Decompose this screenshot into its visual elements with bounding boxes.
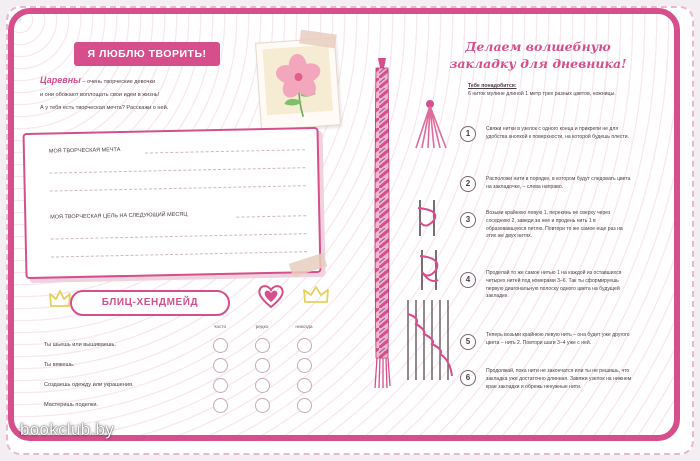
- materials-heading: Тебе понадобится:: [468, 83, 517, 89]
- step-number-1: 1: [460, 126, 476, 142]
- step-text-6: Продолжай, пока нити не закончатся или ты не решишь, что закладка уже достаточно длинная. Завяжи узелок на нижнем крае закладки и обрежь ненужные нити.: [486, 368, 632, 390]
- goal-label: МОЯ ТВОРЧЕСКАЯ ЦЕЛЬ НА СЛЕДУЮЩИЙ МЕСЯЦ: [50, 211, 188, 221]
- flower-illustration: [256, 38, 342, 131]
- dream-notecard: [23, 127, 322, 279]
- answer-circle[interactable]: [213, 338, 228, 353]
- knot-loop-illustration-2: [412, 250, 446, 290]
- answer-circle[interactable]: [213, 398, 228, 413]
- intro-line-2: и они обожают воплощать свои идеи в жизнь!: [40, 92, 160, 98]
- crown-icon: [48, 288, 72, 310]
- goal-line-3[interactable]: [51, 251, 307, 257]
- step-number-5: 5: [460, 334, 476, 350]
- answer-circle[interactable]: [297, 398, 312, 413]
- intro-text: [40, 74, 280, 115]
- step-text-3: Возьми крайнюю левую 1, перекинь ее сверху через соседнюю 2, заведи за нее и продень нить 1 в образовавшуюся петлю. Повтори то же самое еще раз на этих же двух нитях.: [486, 210, 623, 240]
- dream-line-2[interactable]: [49, 167, 305, 173]
- question-4: Мастеришь поделки.: [44, 402, 99, 408]
- threads-knot-illustration: [408, 98, 452, 150]
- step-text-4: Проделай то же самое нитью 1 на каждой из оставшихся четырех нитей под номерами 3–6. Так ты сформируешь первую диагональную полоску одного цвета на будущей закладке.: [486, 270, 622, 300]
- step-text-1: Свяжи нитки в узелок с одного конца и прикрепи не для удобства кнопкой к поверхности, на которой будешь плести.: [486, 126, 630, 140]
- right-page-title: Делаем волшебную закладку для дневника!: [449, 39, 627, 71]
- answer-circle[interactable]: [255, 398, 270, 413]
- flower-photo: [255, 37, 341, 130]
- diagonal-weave-illustration: [400, 300, 456, 380]
- goal-line-1[interactable]: [236, 215, 306, 217]
- section-title-ribbon: Я ЛЮБЛЮ ТВОРИТЬ!: [74, 42, 220, 66]
- knot-loop-illustration-1: [412, 200, 446, 236]
- question-3: Создаешь одежду или украшения.: [44, 382, 134, 388]
- dream-line-1[interactable]: [145, 149, 305, 153]
- column-never: никогда: [295, 325, 313, 330]
- materials-text: 6 ниток мулине длиной 1 метр трех разных цветов, ножницы.: [468, 91, 616, 97]
- heart-badge-icon: [256, 282, 286, 310]
- step-number-6: 6: [460, 370, 476, 386]
- answer-circle[interactable]: [297, 358, 312, 373]
- braided-bookmark-illustration: [367, 58, 397, 388]
- answer-circle[interactable]: [297, 338, 312, 353]
- step-text-2: Расположи нити в порядке, в котором будут следовать цвета на закладочке, – слева направо.: [486, 176, 631, 190]
- step-text-5: Теперь возьми крайнюю левую нить – она будет уже другого цвета – нить 2. Повтори шаги 3–4 уже с ней.: [486, 332, 630, 346]
- question-2: Ты вяжешь.: [44, 362, 75, 368]
- dream-line-3[interactable]: [50, 185, 306, 191]
- goal-line-2[interactable]: [51, 233, 307, 239]
- answer-circle[interactable]: [255, 378, 270, 393]
- answer-circle[interactable]: [213, 378, 228, 393]
- materials-block: [468, 82, 628, 98]
- intro-brand: Царевны: [40, 75, 81, 85]
- dream-label: МОЯ ТВОРЧЕСКАЯ МЕЧТА: [48, 147, 121, 155]
- blitz-title: БЛИЦ-ХЕНДМЕЙД: [70, 290, 230, 316]
- question-1: Ты шьешь или вышиваешь.: [44, 342, 116, 348]
- intro-line-1: – очень творческие девочки: [80, 79, 156, 85]
- step-number-2: 2: [460, 176, 476, 192]
- intro-line-3: А у тебя есть творческая мечта? Расскажи о ней.: [40, 105, 169, 111]
- column-often: часто: [213, 325, 227, 330]
- crown-icon-right: [302, 284, 330, 306]
- step-number-3: 3: [460, 212, 476, 228]
- answer-circle[interactable]: [255, 338, 270, 353]
- answer-circle[interactable]: [213, 358, 228, 373]
- answer-circle[interactable]: [255, 358, 270, 373]
- step-number-4: 4: [460, 272, 476, 288]
- answer-circle[interactable]: [297, 378, 312, 393]
- site-watermark: bookclub.by: [20, 420, 115, 439]
- column-rarely: редко: [255, 325, 269, 330]
